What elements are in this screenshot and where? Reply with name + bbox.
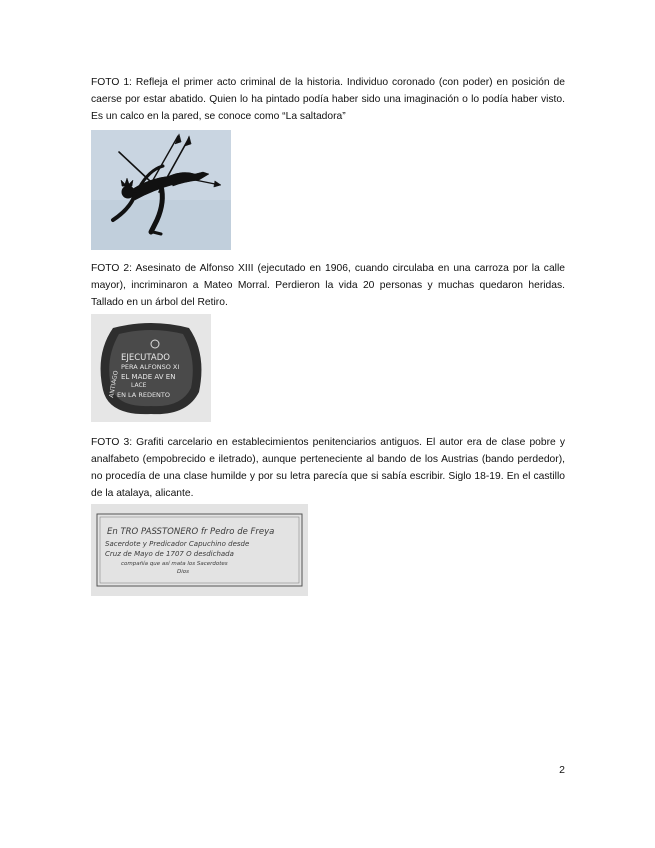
figure-tree-carving-alfonso-xiii [91,314,211,422]
carving-line-5: EN LA REDENTO [117,391,171,399]
graffiti-line-5: Dios [177,569,189,575]
carving-line-2: PERA ALFONSO XI [121,363,180,371]
graffiti-line-1: En TRO PASSTONERO fr Pedro de Freya [107,527,275,537]
figure-prison-graffiti [91,504,308,596]
graffiti-line-3: Cruz de Mayo de 1707 O desdichada [105,550,234,558]
carving-line-4: LACE [131,382,147,389]
carving-side-text: ANTIAGO [108,370,120,399]
carving-line-1: EJECUTADO [121,353,170,363]
graffiti-line-2: Sacerdote y Predicador Capuchino desde [105,540,250,548]
figure-la-saltadora-cave-painting [91,130,231,250]
paragraph-foto-3: FOTO 3: Grafiti carcelario en establecimientos penitenciarios antiguos. El autor era de clase pobre y analfabeto (empobrecido e iletrado), aunque perteneciente al bando de los Austrias (bando perdedor), no procedía de una clase humilde y por su letra parecía que si sabía escribir. Siglo 18-19. En el castillo de la atalaya, alicante. [91,437,565,499]
carving-line-3: EL MADE AV EN [121,373,176,381]
paragraph-foto-2: FOTO 2: Asesinato de Alfonso XIII (ejecutado en 1906, cuando circulaba en una carroza por la calle mayor), incriminaron a Mateo Morral. Perdieron la vida 20 personas y muchas quedaron heridas. Tallado en un árbol del Retiro. [91,263,565,308]
page-number: 2 [559,764,565,776]
paragraph-foto-1: FOTO 1: Refleja el primer acto criminal de la historia. Individuo coronado (con poder) en posición de caerse por estar abatido. Quien lo ha pintado podía haber sido una imaginación o lo podía haber visto. Es un calco en la pared, se conoce como “La saltadora” [91,77,565,122]
graffiti-line-4: compañía que así mata los Sacerdotes [121,561,228,567]
